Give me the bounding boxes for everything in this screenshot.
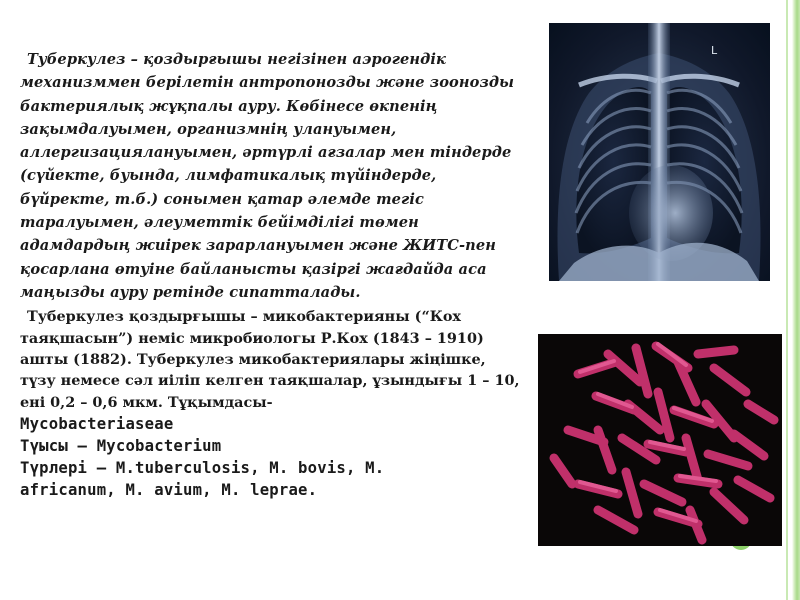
xray-side-marker: L xyxy=(711,44,718,57)
species-line-1: Түрлері – M.tuberculosis, M. bovis, M. xyxy=(20,459,385,478)
bacteria-drawing xyxy=(538,334,782,546)
slide-text xyxy=(20,48,520,501)
family-name xyxy=(20,413,520,457)
frame-line xyxy=(786,0,788,600)
genus-line: Түысы – Mycobacterium xyxy=(20,437,222,456)
pathogen-paragraph: Туберкулез қоздырғышы – микобактерияны (“Кох таяқшасын”) неміс микробиологы Р.Кох (1843 – 1910) ашты (1882). Туберкулез микобактериялары жіңішке, түзу немесе сәл иіліп келген таяқшалар, ұзындығы 1 – 10, ені 0,2 – 0,6 мкм. Тұқымдасы- xyxy=(20,308,520,411)
mycobacteria-micrograph xyxy=(538,334,782,546)
family-name-text: Mycobacteriaseae xyxy=(20,415,174,434)
chest-xray-image xyxy=(549,23,770,281)
definition-paragraph: Туберкулез – қоздырғышы негізінен аэрогендік механизммен берілетін антропонозды және зоонозды бактериялық жұқпалы ауру. Көбінесе өкпенің зақымдалуымен, организмнің улануымен, аллергизациялануымен, әртүрлі ағзалар мен тіндерде (сүйекте, буында, лимфатикалық түйіндерде, бүйректе, т.б.) сонымен қатар әлемде тегіс таралуымен, әлеуметтік бейімділігі төмен адамдардың жиірек зарарлануымен және ЖИТС-пен қосарлана өтуіне байланысты қазіргі жағдайда аса маңызды ауру ретінде сипатталады. xyxy=(20,51,515,301)
species-line-2: africanum, M. avium, M. leprae. xyxy=(20,481,318,500)
species-list xyxy=(20,457,520,501)
green-frame xyxy=(792,0,800,600)
xray-drawing xyxy=(549,23,770,281)
